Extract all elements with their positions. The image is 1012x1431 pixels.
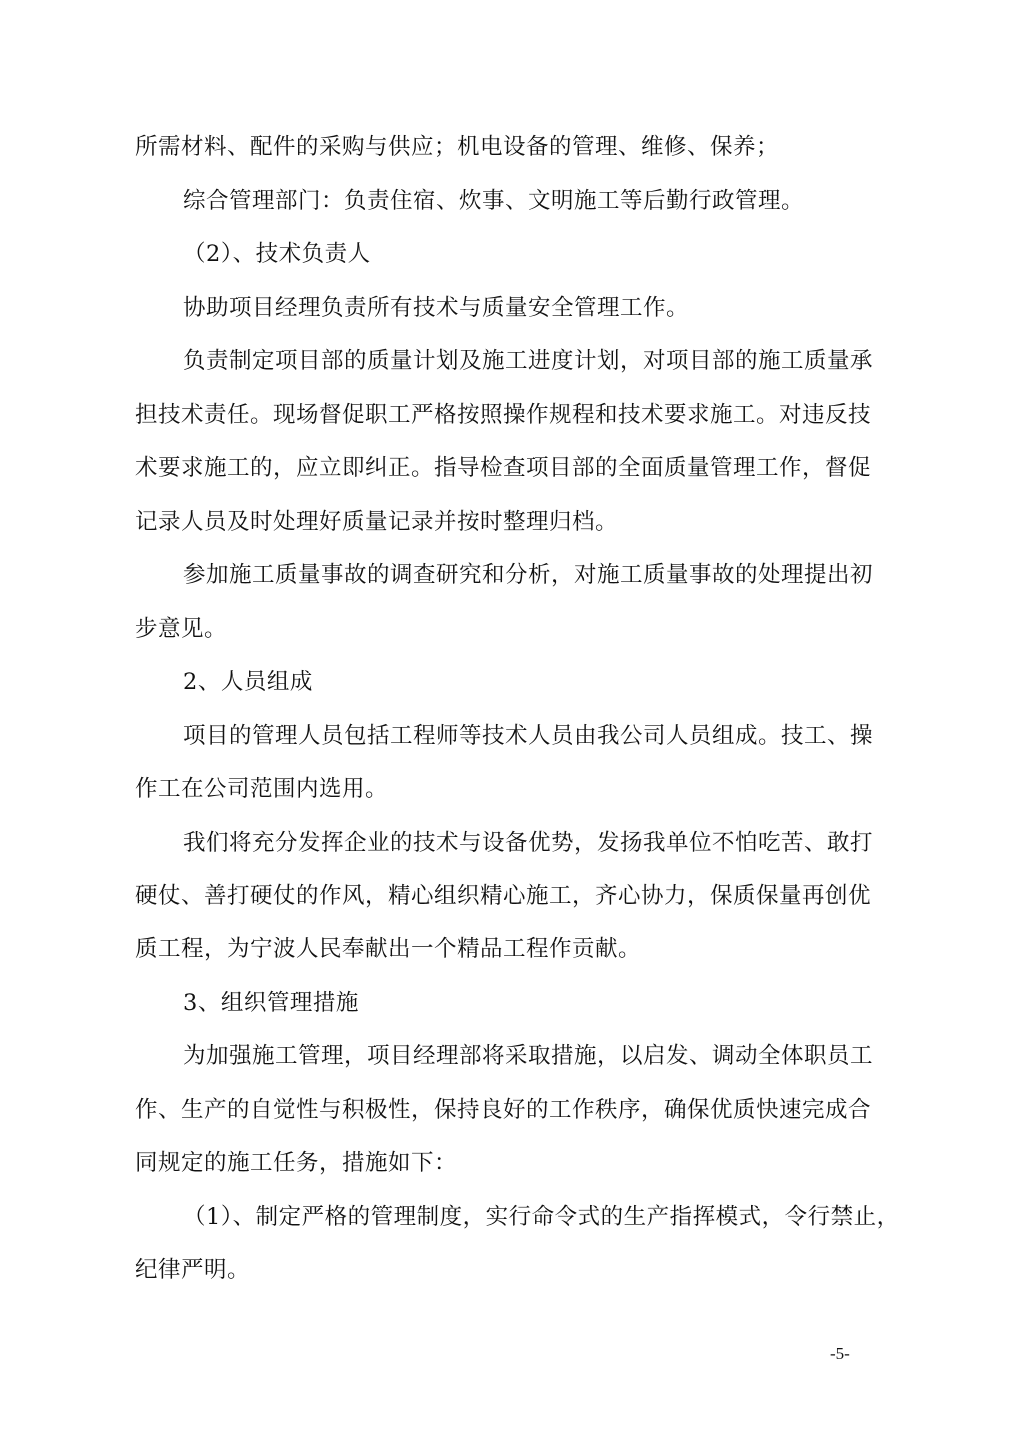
text-line: 作、生产的自觉性与积极性，保持良好的工作秩序，确保优质快速完成合: [135, 1097, 872, 1123]
text-line: 作工在公司范围内选用。: [135, 776, 389, 802]
section-heading: 3、组织管理措施: [183, 990, 359, 1016]
text-line: （1）、制定严格的管理制度，实行命令式的生产指挥模式，令行禁止，: [183, 1204, 900, 1230]
page-number: -5-: [830, 1344, 850, 1363]
text-line: 综合管理部门：负责住宿、炊事、文明施工等后勤行政管理。: [183, 188, 805, 214]
text-line: 协助项目经理负责所有技术与质量安全管理工作。: [183, 295, 690, 321]
text-line: 所需材料、配件的采购与供应；机电设备的管理、维修、保养；: [135, 134, 780, 160]
text-line: 我们将充分发挥企业的技术与设备优势，发扬我单位不怕吃苦、敢打: [183, 830, 874, 856]
section-heading: （2）、技术负责人: [183, 241, 371, 267]
text-line: 项目的管理人员包括工程师等技术人员由我公司人员组成。技工、操: [183, 723, 874, 749]
text-line: 同规定的施工任务，措施如下：: [135, 1150, 458, 1176]
text-line: 步意见。: [135, 616, 228, 642]
text-line: 硬仗、善打硬仗的作风，精心组织精心施工，齐心协力，保质保量再创优: [135, 883, 872, 909]
text-line: 为加强施工管理，项目经理部将采取措施，以启发、调动全体职员工: [183, 1043, 874, 1069]
text-line: 负责制定项目部的质量计划及施工进度计划，对项目部的施工质量承: [183, 348, 874, 374]
text-line: 术要求施工的，应立即纠正。指导检查项目部的全面质量管理工作，督促: [135, 455, 872, 481]
text-line: 纪律严明。: [135, 1257, 251, 1283]
text-line: 质工程，为宁波人民奉献出一个精品工程作贡献。: [135, 936, 642, 962]
section-heading: 2、人员组成: [183, 669, 313, 695]
text-line: 参加施工质量事故的调查研究和分析，对施工质量事故的处理提出初: [183, 562, 874, 588]
text-line: 担技术责任。现场督促职工严格按照操作规程和技术要求施工。对违反技: [135, 402, 872, 428]
text-line: 记录人员及时处理好质量记录并按时整理归档。: [135, 509, 619, 535]
